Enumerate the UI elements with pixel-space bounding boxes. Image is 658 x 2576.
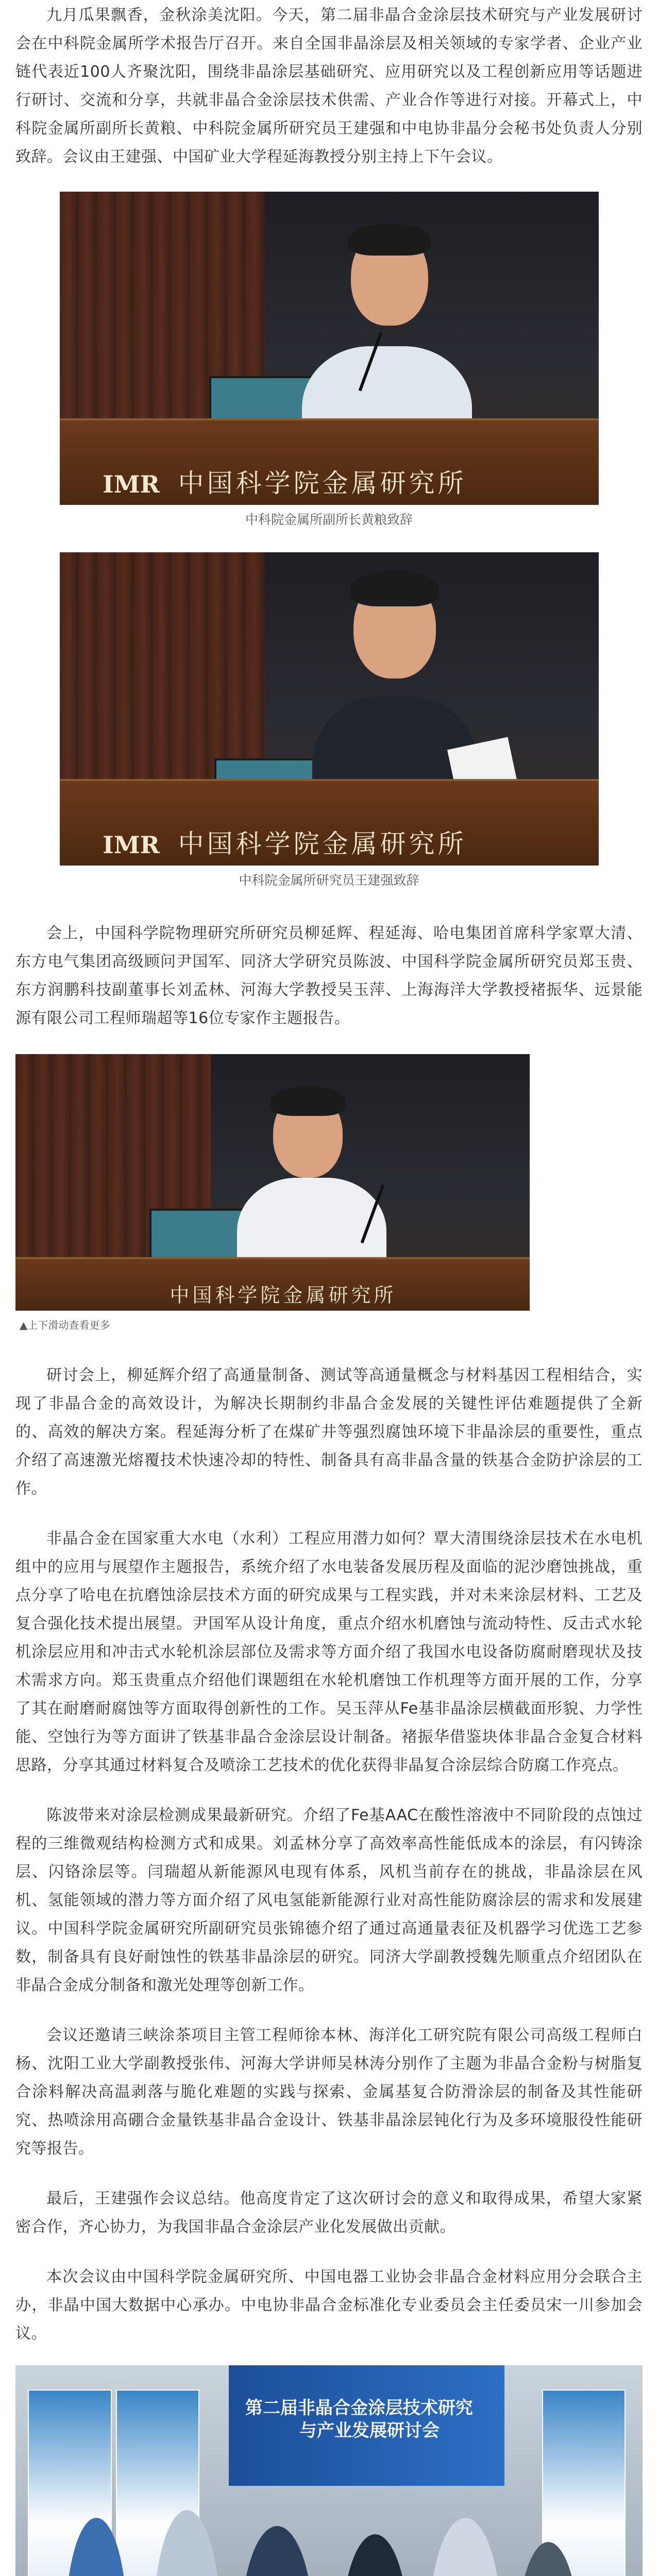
paragraph-intro: 九月瓜果飘香，金秋涂美沈阳。今天，第二届非晶合金涂层技术研究与产业发展研讨会在中科院金属所学术报告厅召开。来自全国非晶涂层及相关领域的专家学者、企业产业链代表近100人齐聚沈阳，围绕非晶涂层基础研究、应用研究以及工程创新应用等话题进行研讨、交流和分享，共就非晶合金涂层技术供需、产业合作等进行对接。开幕式上，中科院金属所副所长黄粮、中科院金属所研究员王建强和中电协非晶分会秘书处负责人分别致辞。会议由王建强、中国矿业大学程延海教授分别主持上下午会议。 <box>15 6 643 166</box>
figure-carousel[interactable] <box>15 1054 643 1332</box>
institute-logo: IMR <box>103 831 160 859</box>
podium-text: 中国科学院金属研究所 <box>178 829 467 859</box>
podium-text: 中国科学院金属研究所 <box>170 1284 397 1307</box>
photo-speaker-2 <box>60 552 599 866</box>
paragraph-invited: 会议还邀请三峡涂茶项目主管工程师徐本林、海洋化工研究院有限公司高级工程师白杨、沈阳工业大学副教授张伟、河海大学讲师吴林涛分别作了主题为非晶合金粉与树脂复合涂料解决高温剥落与脆化难题的实践与探索、金属基复合防滑涂层的制备及其性能研究、热喷涂用高硼合金量铁基非晶合金设计、铁基非晶涂层钝化行为及多环境服役性能研究等报告。 <box>15 2026 643 2158</box>
paragraph-hydropower: 非晶合金在国家重大水电（水利）工程应用潜力如何？覃大清围绕涂层技术在水电机组中的应用与展望作主题报告，系统介绍了水电装备发展历程及面临的泥沙磨蚀挑战，重点分享了哈电在抗磨蚀涂层技术方面的研究成果与工程实践，并对未来涂层材料、工艺及复合强化技术提出展望。尹国军从设计角度，重点介绍水机磨蚀与流动特性、反击式水轮机涂层应用和冲击式水轮机涂层部位及需求等方面介绍了我国水电设备防腐耐磨现状及技术需求方向。郑玉贵重点介绍他们课题组在水轮机磨蚀工作机理等方面开展的工作，分享了其在耐磨耐腐蚀等方面取得创新性的工作。吴玉萍从Fe基非晶涂层横截面形貌、力学性能、空蚀行为等方面讲了铁基非晶合金涂层设计制备。褚振华借鉴块体非晶合金复合材料思路，分享其通过材料复合及喷涂工艺技术的优化获得非晶复合涂层综合防腐工作亮点。 <box>15 1530 643 1774</box>
institute-logo: IMR <box>103 470 160 498</box>
podium <box>15 1257 530 1311</box>
photo-exhibition <box>15 2365 643 2576</box>
conference-banner <box>229 2365 504 2486</box>
photo-caption: 中科院金属所副所长黄粮致辞 <box>245 512 413 527</box>
photo-caption: 中科院金属所研究员王建强致辞 <box>239 873 419 888</box>
paragraph-organizers: 本次会议由中国科学院金属研究所、中国电器工业协会非晶合金材料应用分会联合主办，非晶中国大数据中心承办。中电协非晶合金标准化专业委员会主任委员宋一川参加会议。 <box>15 2268 643 2343</box>
carousel-hint: ▲上下滑动查看更多 <box>20 1319 110 1331</box>
figure-exhibition <box>15 2365 643 2576</box>
banner-line-1: 第二届非晶合金涂层技术研究 <box>245 2397 473 2418</box>
paragraph-summary: 最后，王建强作会议总结。他高度肯定了这次研讨会的意义和取得成果，希望大家紧密合作，齐心协力，为我国非晶合金涂层产业化发展做出贡献。 <box>15 2190 643 2236</box>
photo-carousel[interactable] <box>15 1054 530 1311</box>
figure-speaker-2 <box>15 552 643 889</box>
figure-speaker-1 <box>15 192 643 529</box>
paragraph-liu-cheng: 研讨会上，柳延辉介绍了高通量制备、测试等高通量概念与材料基因工程相结合，实现了非晶合金的高效设计，为解决长期制约非晶合金发展的关键性评估难题提供了全新的、高效的解决方案。程延海分析了在煤矿井等强烈腐蚀环境下非晶涂层的重要性，重点介绍了高速激光熔覆技术快速冷却的特性、制备具有高非晶含量的铁基合金防护涂层的工作。 <box>15 1366 643 1498</box>
banner-line-2: 与产业发展研讨会 <box>299 2420 440 2441</box>
paragraph-testing: 陈波带来对涂层检测成果最新研究。介绍了Fe基AAC在酸性溶液中不同阶段的点蚀过程的三维微观结构检测方式和成果。刘孟林分享了高效率高性能低成本的涂层，有闪铸涂层、闪铬涂层等。闫瑞超从新能源风电现有体系，风机当前存在的挑战，非晶涂层在风机、氢能领域的潜力等方面介绍了风电氢能新能源行业对高性能防腐涂层的需求和发展建议。中国科学院金属研究所副研究员张锦德介绍了通过高通量表征及机器学习优选工艺参数，制备具有良好耐蚀性的铁基非晶涂层的研究。同济大学副教授魏先顺重点介绍团队在非晶合金成分制备和激光处理等创新工作。 <box>15 1806 643 1994</box>
photo-speaker-1 <box>60 192 599 505</box>
paragraph-speakers: 会上，中国科学院物理研究所研究员柳延辉、程延海、哈电集团首席科学家覃大清、东方电气集团高级顾问尹国军、同济大学研究员陈波、中国科学院金属所研究员郑玉贵、东方润鹏科技副董事长刘孟林、河海大学教授吴玉萍、上海海洋大学教授褚振华、远景能源有限公司工程师瑞超等16位专家作主题报告。 <box>15 924 643 1027</box>
podium <box>60 418 599 505</box>
podium-text: 中国科学院金属研究所 <box>178 468 467 499</box>
podium <box>60 779 599 866</box>
